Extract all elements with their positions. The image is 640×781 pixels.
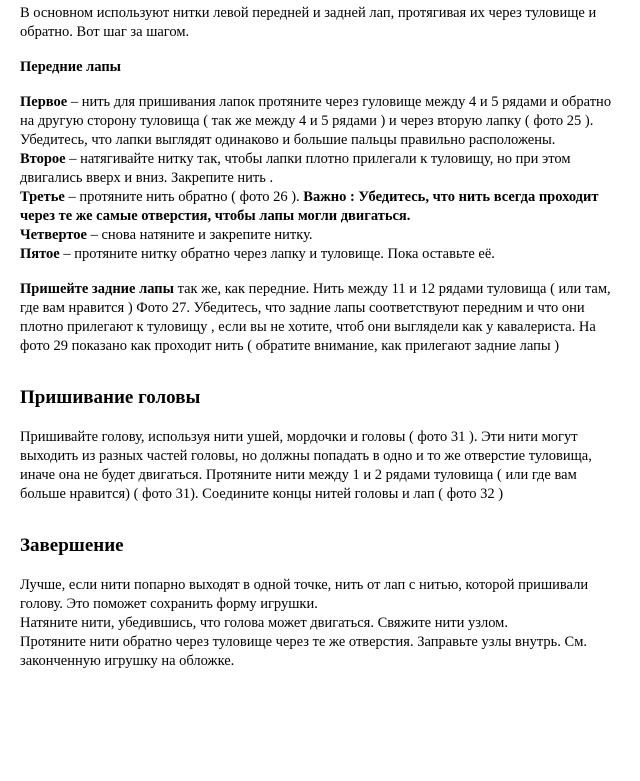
intro-text: В основном используют нитки левой передней и задней лап, протягивая их через туловище и обратно. Вот шаг за шагом. [20, 5, 597, 40]
step-fifth [20, 245, 620, 264]
step-third [20, 188, 620, 226]
step-fourth-text: – снова натяните и закрепите нитку. [86, 227, 313, 243]
back-paws-text: так же, как передние. Нить между 11 и 12 рядами туловища ( или там, где вам нравится ) Фото 27. Убедитесь, что задние лапы соответствуют передним и что они плотно прилегают к туловищу , если вы не хотите, чтоб они выглядели как у кавалериста. На фото 29 показано как проходит нить ( обратите внимание, как прилегают задние лапы ) [20, 281, 611, 354]
finish-line-3: Протяните нити обратно через туловище через те же отверстия. Заправьте узлы внутрь. См. законченную игрушку на обложке. [20, 634, 588, 669]
step-fourth-label: Четвертое [20, 227, 87, 243]
step-first-text: – нить для пришивания лапок протяните через гуловище между 4 и 5 рядами и обратно на другую сторону туловища ( так же между 4 и 5 рядами ) и через вторую лапку ( фото 25 ). Убедитесь, что лапки выглядят одинаково и большие пальцы правильно расположены. [20, 94, 612, 148]
step-fourth [20, 226, 620, 245]
finish-line-2: Натяните нити, убедившись, что голова может двигаться. Свяжите нити узлом. [20, 615, 508, 631]
step-fifth-label: Пятое [20, 246, 60, 262]
head-section-text: Пришивайте голову, используя нити ушей, мордочки и головы ( фото 31 ). Эти нити могут выходить из разных частей головы, но должны попадать в одно и то же отверстие туловища, иначе она не будет двигаться. Протяните нити между 1 и 2 рядами туловища ( или где вам больше нравится) ( фото 31). Соедините концы нитей головы и лап ( фото 32 ) [20, 429, 592, 502]
step-third-label: Третье [20, 189, 65, 205]
step-first [20, 93, 620, 150]
step-second-label: Второе [20, 151, 66, 167]
front-paws-steps [20, 93, 620, 264]
step-first-label: Первое [20, 94, 68, 110]
step-second [20, 150, 620, 188]
finish-section-heading: Завершение [20, 535, 124, 556]
step-third-bold-tail: Важно : Убедитесь, что нить всегда проходит через те же самые отверстия, чтобы лапы могли двигаться. [20, 189, 599, 224]
front-paws-heading: Передние лапы [20, 59, 121, 75]
intro-paragraph [20, 4, 620, 42]
step-second-text: – натягивайте нитку так, чтобы лапки плотно прилегали к туловищу, но при этом двигались вверх и вниз. Закрепите нить . [20, 151, 571, 186]
back-paws-paragraph [20, 280, 620, 356]
step-third-text: – протяните нить обратно ( фото 26 ). [64, 189, 304, 205]
finish-line-1: Лучше, если нити попарно выходят в одной точке, нить от лап с нитью, которой пришивали голову. Это поможет сохранить форму игрушки. [20, 577, 589, 612]
head-section-paragraph [20, 428, 620, 504]
step-fifth-text: – протяните нитку обратно через лапку и туловище. Пока оставьте её. [59, 246, 495, 262]
back-paws-bold-lead: Пришейте задние лапы [20, 281, 174, 297]
head-section-heading: Пришивание головы [20, 387, 201, 408]
